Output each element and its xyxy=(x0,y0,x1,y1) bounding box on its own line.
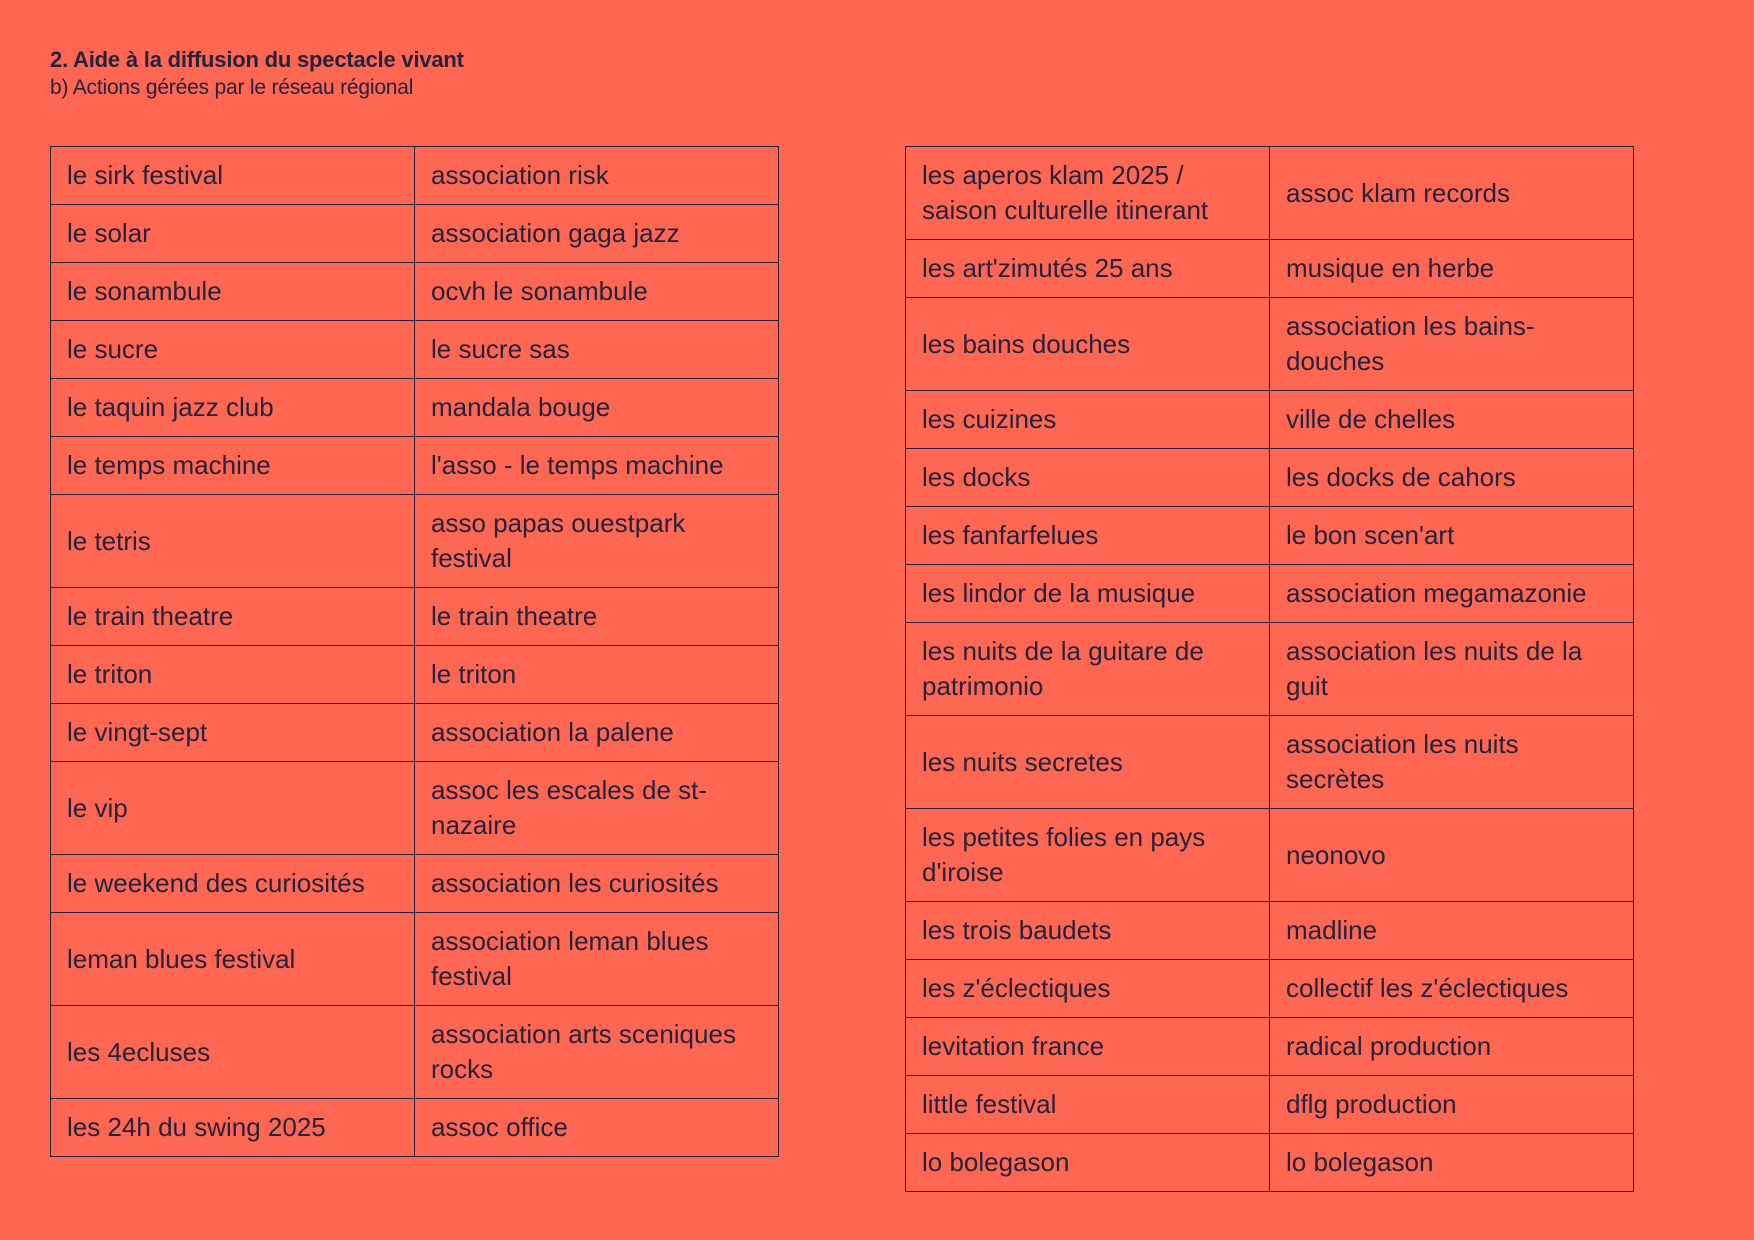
left-table-body xyxy=(51,147,779,1157)
event-name-cell: les art'zimutés 25 ans xyxy=(906,240,1270,298)
right-table-body xyxy=(906,147,1634,1192)
event-name-cell: little festival xyxy=(906,1076,1270,1134)
table-row xyxy=(906,809,1634,902)
table-row xyxy=(51,704,779,762)
page-header xyxy=(50,46,464,102)
organization-cell: association risk xyxy=(415,147,779,205)
event-name-cell: les 4ecluses xyxy=(51,1006,415,1099)
organization-cell: l'asso - le temps machine xyxy=(415,437,779,495)
table-row xyxy=(51,913,779,1006)
table-row xyxy=(906,391,1634,449)
event-name-cell: le weekend des curiosités xyxy=(51,855,415,913)
organization-cell: association arts sceniques rocks xyxy=(415,1006,779,1099)
event-name-cell: le solar xyxy=(51,205,415,263)
table-row xyxy=(51,646,779,704)
table-row xyxy=(906,298,1634,391)
event-name-cell: le vip xyxy=(51,762,415,855)
table-row xyxy=(51,855,779,913)
event-name-cell: les petites folies en pays d'iroise xyxy=(906,809,1270,902)
table-row xyxy=(906,1076,1634,1134)
table-row xyxy=(906,1018,1634,1076)
table-row xyxy=(51,321,779,379)
table-row xyxy=(906,960,1634,1018)
event-name-cell: les z'éclectiques xyxy=(906,960,1270,1018)
table-row xyxy=(51,1099,779,1157)
organization-cell: neonovo xyxy=(1270,809,1634,902)
event-name-cell: les fanfarfelues xyxy=(906,507,1270,565)
organization-cell: association les nuits secrètes xyxy=(1270,716,1634,809)
page-title: 2. Aide à la diffusion du spectacle vivant xyxy=(50,47,464,72)
organization-cell: mandala bouge xyxy=(415,379,779,437)
event-name-cell: les bains douches xyxy=(906,298,1270,391)
table-row xyxy=(906,565,1634,623)
page-subtitle: b) Actions gérées par le réseau régional xyxy=(50,76,414,99)
organization-cell: asso papas ouestpark festival xyxy=(415,495,779,588)
organization-cell: les docks de cahors xyxy=(1270,449,1634,507)
table-row xyxy=(51,263,779,321)
table-row xyxy=(51,147,779,205)
organization-cell: association leman blues festival xyxy=(415,913,779,1006)
organization-cell: lo bolegason xyxy=(1270,1134,1634,1192)
left-table xyxy=(50,146,779,1157)
organization-cell: association la palene xyxy=(415,704,779,762)
table-row xyxy=(906,240,1634,298)
organization-cell: le bon scen'art xyxy=(1270,507,1634,565)
event-name-cell: les lindor de la musique xyxy=(906,565,1270,623)
table-row xyxy=(906,507,1634,565)
event-name-cell: les nuits secretes xyxy=(906,716,1270,809)
table-row xyxy=(906,147,1634,240)
organization-cell: le train theatre xyxy=(415,588,779,646)
organization-cell: association les bains-douches xyxy=(1270,298,1634,391)
table-row xyxy=(906,716,1634,809)
event-name-cell: leman blues festival xyxy=(51,913,415,1006)
table-row xyxy=(51,495,779,588)
event-name-cell: le tetris xyxy=(51,495,415,588)
organization-cell: ville de chelles xyxy=(1270,391,1634,449)
organization-cell: le sucre sas xyxy=(415,321,779,379)
event-name-cell: le train theatre xyxy=(51,588,415,646)
table-row xyxy=(906,623,1634,716)
event-name-cell: les 24h du swing 2025 xyxy=(51,1099,415,1157)
event-name-cell: le taquin jazz club xyxy=(51,379,415,437)
event-name-cell: le temps machine xyxy=(51,437,415,495)
event-name-cell: les cuizines xyxy=(906,391,1270,449)
organization-cell: collectif les z'éclectiques xyxy=(1270,960,1634,1018)
event-name-cell: levitation france xyxy=(906,1018,1270,1076)
right-table xyxy=(905,146,1634,1192)
table-row xyxy=(51,205,779,263)
table-row xyxy=(51,437,779,495)
table-row xyxy=(51,588,779,646)
table-row xyxy=(51,1006,779,1099)
organization-cell: association les curiosités xyxy=(415,855,779,913)
organization-cell: association les nuits de la guit xyxy=(1270,623,1634,716)
event-name-cell: le triton xyxy=(51,646,415,704)
organization-cell: dflg production xyxy=(1270,1076,1634,1134)
event-name-cell: les aperos klam 2025 / saison culturelle itinerant xyxy=(906,147,1270,240)
table-row xyxy=(906,902,1634,960)
event-name-cell: le sucre xyxy=(51,321,415,379)
event-name-cell: le sirk festival xyxy=(51,147,415,205)
organization-cell: madline xyxy=(1270,902,1634,960)
event-name-cell: le vingt-sept xyxy=(51,704,415,762)
organization-cell: musique en herbe xyxy=(1270,240,1634,298)
organization-cell: association gaga jazz xyxy=(415,205,779,263)
organization-cell: radical production xyxy=(1270,1018,1634,1076)
table-row xyxy=(906,449,1634,507)
organization-cell: assoc klam records xyxy=(1270,147,1634,240)
event-name-cell: le sonambule xyxy=(51,263,415,321)
organization-cell: assoc les escales de st-nazaire xyxy=(415,762,779,855)
table-row xyxy=(51,762,779,855)
table-row xyxy=(51,379,779,437)
table-row xyxy=(906,1134,1634,1192)
organization-cell: association megamazonie xyxy=(1270,565,1634,623)
event-name-cell: les docks xyxy=(906,449,1270,507)
organization-cell: assoc office xyxy=(415,1099,779,1157)
event-name-cell: les trois baudets xyxy=(906,902,1270,960)
organization-cell: ocvh le sonambule xyxy=(415,263,779,321)
organization-cell: le triton xyxy=(415,646,779,704)
event-name-cell: lo bolegason xyxy=(906,1134,1270,1192)
event-name-cell: les nuits de la guitare de patrimonio xyxy=(906,623,1270,716)
